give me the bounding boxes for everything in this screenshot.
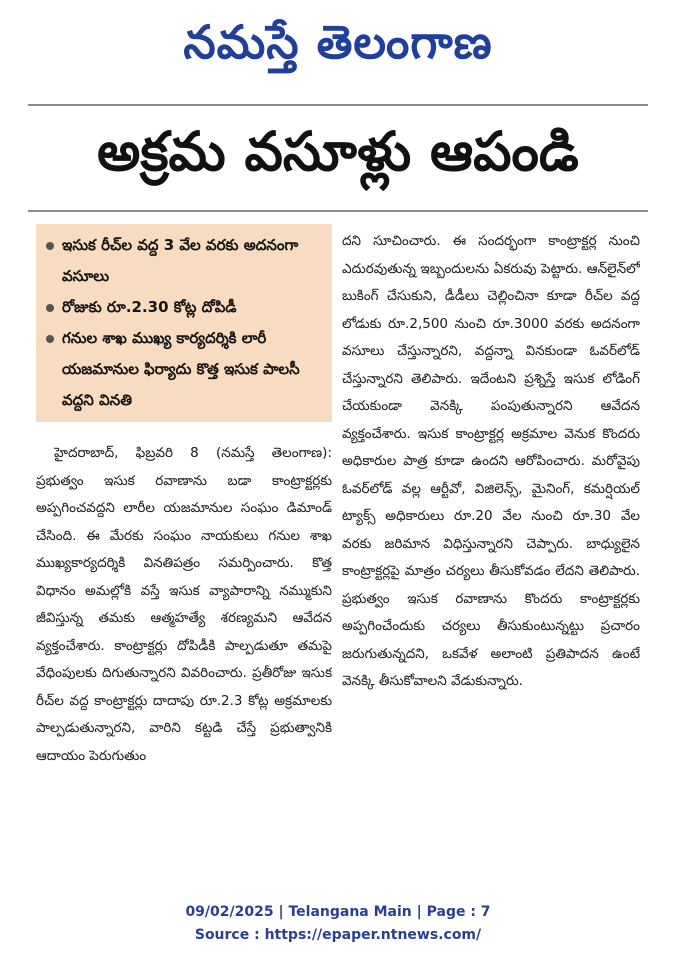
- headline-divider: [28, 210, 648, 212]
- footer-edition-info: 09/02/2025 | Telangana Main | Page : 7: [185, 904, 491, 920]
- newspaper-logo: నమస్తే తెలంగాణ: [183, 14, 493, 69]
- headline: అక్రమ వసూళ్లు ఆపండి: [97, 119, 579, 183]
- highlight-item: [46, 323, 322, 416]
- highlight-text: ఇసుక రీచ్‌ల వద్ద 3 వేల వరకు అదనంగా వసూలు: [62, 236, 299, 285]
- left-column: [36, 224, 332, 866]
- highlight-item: [46, 230, 322, 292]
- article-body-left: హైదరాబాద్, ఫిబ్రవరి 8 (నమస్తే తెలంగాణ): ప్రభుత్వం ఇసుక రవాణాను బడా కాంట్రాక్టర్లకు అప్పగించవద్దని లారీల యజమానుల సంఘం డిమాండ్ చేసింది. ఈ మేరకు సంఘం నాయకులు గనుల శాఖ ముఖ్యకార్యదర్శికి వినతిపత్రం సమర్పించారు. కొత్త విధానం అమల్లోకి వస్తే ఇసుక వ్యాపారాన్ని నమ్ముకుని జీవిస్తున్న తమకు ఆత్మహత్యే శరణ్యమని ఆవేదన వ్యక్తంచేశారు. కాంట్రాక్టర్లు దోపిడీకి పాల్పడుతూ తమపై వేధింపులకు దిగుతున్నారని వివరించారు. ప్రతీరోజు ఇసుక రీచ్‌ల వద్ద కాంట్రాక్టర్లు దాదాపు రూ.2.3 కోట్ల అక్రమాలకు పాల్పడుతున్నారని, వారిని కట్టడి చేస్తే ప్రభుత్వానికి ఆదాయం పెరుగుతుం: [36, 445, 332, 764]
- highlight-text: గనుల శాఖ ముఖ్య కార్యదర్శికి లారీ యజమానుల ఫిర్యాదు కొత్త ఇసుక పాలసీ వద్దని వినతి: [62, 329, 300, 409]
- top-divider: [28, 104, 648, 106]
- masthead: [0, 0, 676, 95]
- highlight-text: రోజుకు రూ.2.30 కోట్ల దోపిడీ: [62, 298, 237, 316]
- bullet-icon: [46, 335, 54, 343]
- footer-source: Source : https://epaper.ntnews.com/: [194, 927, 482, 943]
- bullet-icon: [46, 242, 54, 250]
- right-column: [342, 228, 640, 868]
- highlights-box: [36, 224, 332, 422]
- bullet-icon: [46, 304, 54, 312]
- highlight-item: [46, 292, 322, 323]
- article-body-right: దని సూచించారు. ఈ సందర్భంగా కాంట్రాక్టర్ల నుంచి ఎదురవుతున్న ఇబ్బందులను ఏకరువు పెట్టారు. ఆన్‌లైన్‌లో బుకింగ్ చేసుకుని, డీడీలు చెల్లించినా కూడా రీచ్‌ల వద్ద లోడుకు రూ.2,500 నుంచి రూ.3000 వరకు అదనంగా వసూలు చేస్తున్నారని, వద్దన్నా వినకుండా ఓవర్‌లోడ్ చేస్తున్నారని తెలిపారు. ఇదేంటని ప్రశ్నిస్తే ఇసుక లోడింగ్ చేయకుండా వెనక్కి పంపుతున్నారని ఆవేదన వ్యక్తంచేశారు. ఇసుక కాంట్రాక్టర్ల అక్రమాల వెనుక కొందరు అధికారుల పాత్ర కూడా ఉందని ఆరోపించారు. మరోవైపు ఓవర్‌లోడ్ వల్ల ఆర్టీవో, విజిలెన్స్, మైనింగ్, కమర్షియల్ ట్యాక్స్ అధికారులు రూ.20 వేల నుంచి రూ.30 వేల వరకు జరిమాన విధిస్తున్నారని చెప్పారు. బాధ్యులైన కాంట్రాక్టర్లపై మాత్రం చర్యలు తీసుకోవడం లేదని తెలిపారు. ప్రభుత్వం ఇసుక రవాణాను కొందరు కాంట్రాక్టర్లకు అప్పగించేందుకు చర్యలు తీసుకుంటున్నట్టు ప్రచారం జరుగుతున్నదని, ఒకవేళ అలాంటి ప్రతిపాదన ఉంటే వెనక్కి తీసుకోవాలని వేడుకున్నారు.: [342, 233, 640, 689]
